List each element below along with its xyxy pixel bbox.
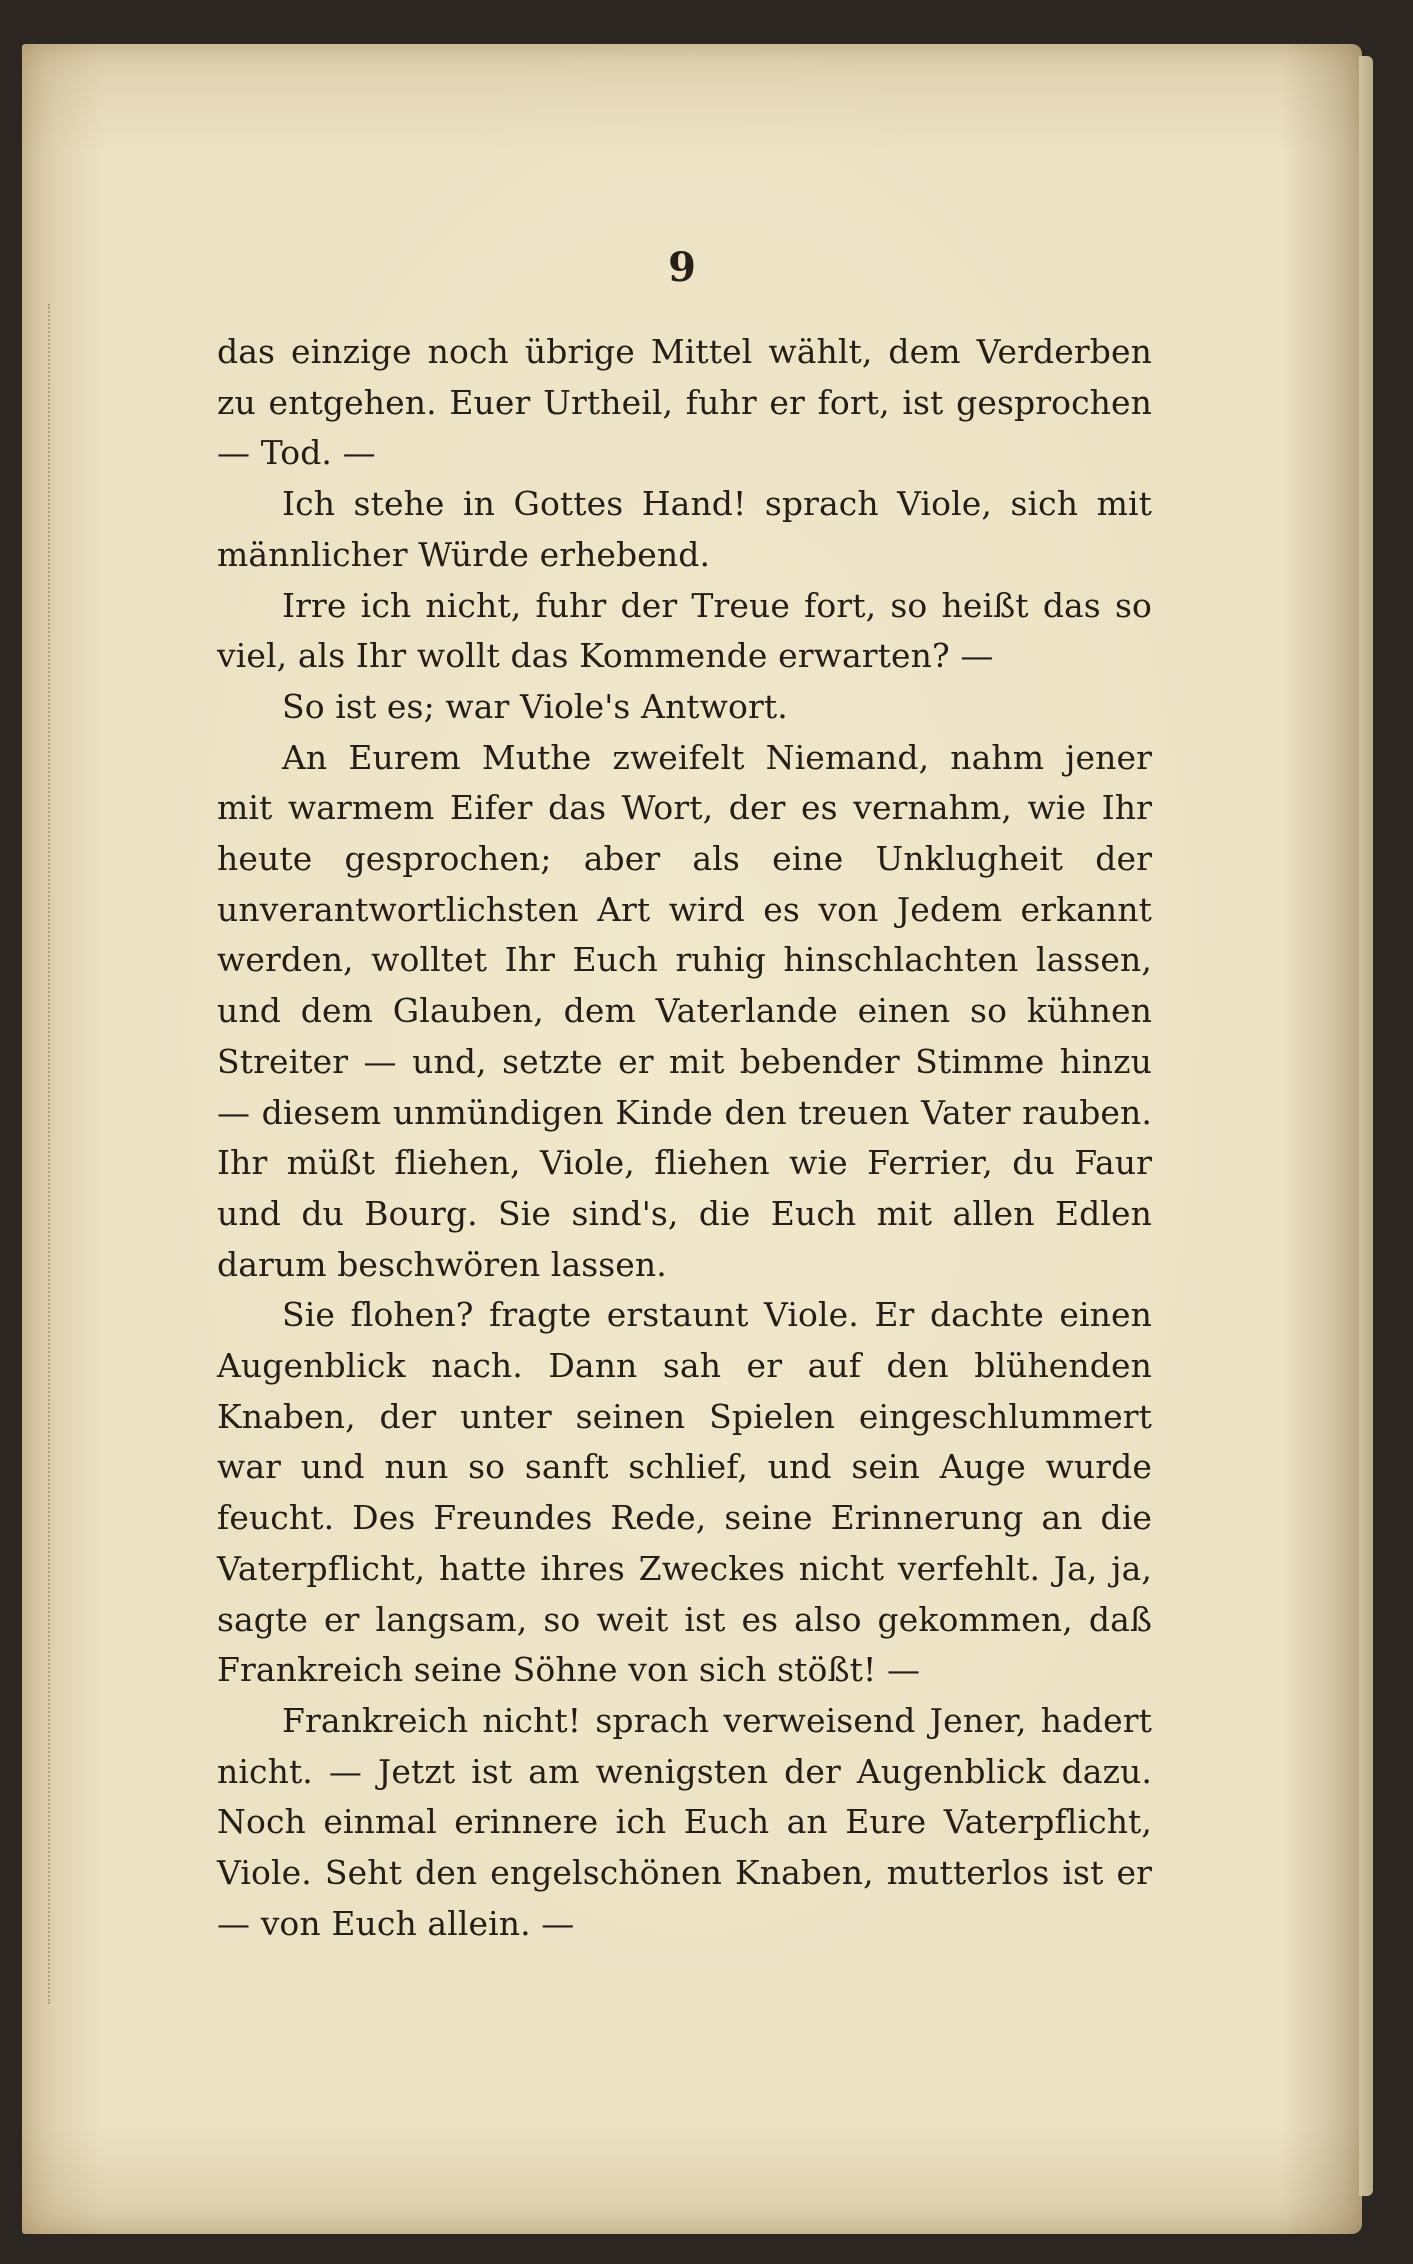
binding-edge: [48, 304, 60, 2004]
page-number: 9: [668, 244, 696, 291]
paragraph-1: das einzige noch übrige Mittel wählt, dem Verderben zu entgehen. Euer Urtheil, fuhr er fort, ist gesprochen — Tod. —: [217, 332, 1152, 473]
paragraph-6: Sie flohen? fragte erstaunt Viole. Er dachte einen Augenblick nach. Dann sah er auf den blühenden Knaben, der unter seinen Spielen eingeschlummert war und nun so sanft schlief, und sein Auge wurde feucht. Des Freundes Rede, seine Erinnerung an die Vaterpflicht, hatte ihres Zweckes nicht verfehlt. Ja, ja, sagte er langsam, so weit ist es also gekommen, daß Frankreich seine Söhne von sich stößt! —: [217, 1295, 1152, 1690]
page-edge: [1359, 56, 1373, 2196]
body-text: [217, 327, 1152, 1950]
paper-page: [22, 44, 1362, 2234]
paragraph-3: Irre ich nicht, fuhr der Treue fort, so heißt das so viel, als Ihr wollt das Kommende erwarten? —: [217, 585, 1152, 676]
paragraph-4: So ist es; war Viole's Antwort.: [282, 686, 788, 726]
paragraph-7: Frankreich nicht! sprach verweisend Jener, hadert nicht. — Jetzt ist am wenigsten der Augenblick dazu. Noch einmal erinnere ich Euch an Eure Vaterpflicht, Viole. Seht den engelschönen Knaben, mutterlos ist er — von Euch allein. —: [217, 1700, 1152, 1943]
paragraph-2: Ich stehe in Gottes Hand! sprach Viole, sich mit männlicher Würde erhebend.: [217, 484, 1152, 574]
paragraph-5: An Eurem Muthe zweifelt Niemand, nahm jener mit warmem Eifer das Wort, der es vernahm, wie Ihr heute gesprochen; aber als eine Unklugheit der unverantwortlichsten Art wird es von Jedem erkannt werden, wolltet Ihr Euch ruhig hinschlachten lassen, und dem Glauben, dem Vaterlande einen so kühnen Streiter — und, setzte er mit bebender Stimme hinzu — diesem unmündigen Kinde den treuen Vater rauben. Ihr müßt fliehen, Viole, fliehen wie Ferrier, du Faur und du Bourg. Sie sind's, die Euch mit allen Edlen darum beschwören lassen.: [217, 737, 1152, 1284]
